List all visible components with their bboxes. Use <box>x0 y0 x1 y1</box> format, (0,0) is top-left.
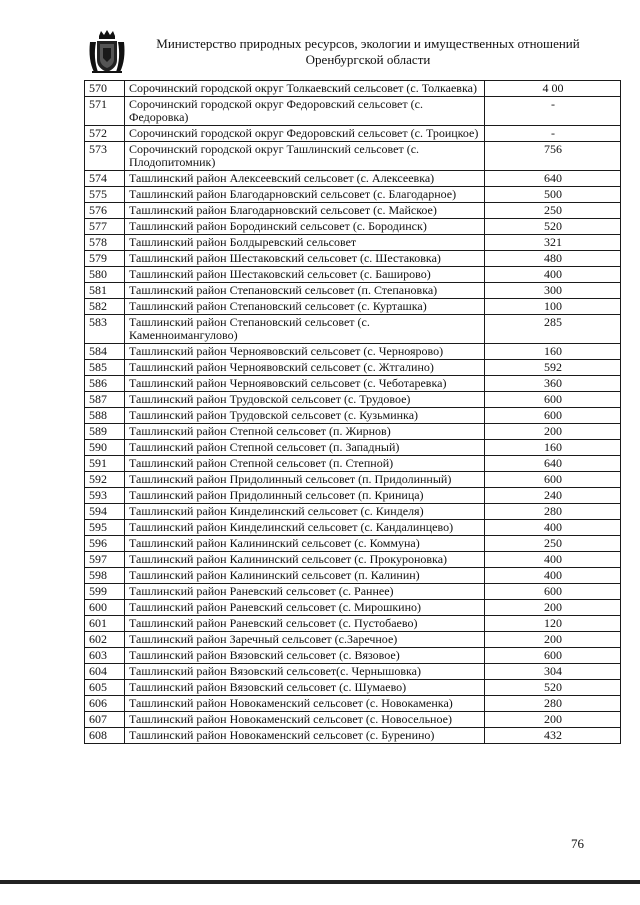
row-value: 200 <box>485 600 621 616</box>
row-name: Ташлинский район Трудовской сельсовет (с. Трудовое) <box>125 392 485 408</box>
table-row <box>85 728 621 744</box>
row-number: 595 <box>85 520 125 536</box>
row-value: 400 <box>485 568 621 584</box>
table-row <box>85 488 621 504</box>
settlements-table-container <box>84 80 596 744</box>
row-name: Ташлинский район Новокаменский сельсовет (с. Буренино) <box>125 728 485 744</box>
row-value: 304 <box>485 664 621 680</box>
row-number: 584 <box>85 344 125 360</box>
row-value: 600 <box>485 392 621 408</box>
row-name: Ташлинский район Кинделинский сельсовет (с. Кинделя) <box>125 504 485 520</box>
row-number: 590 <box>85 440 125 456</box>
row-number: 588 <box>85 408 125 424</box>
row-number: 573 <box>85 142 125 171</box>
row-number: 593 <box>85 488 125 504</box>
row-value: 600 <box>485 472 621 488</box>
row-value: 280 <box>485 696 621 712</box>
row-value: 200 <box>485 712 621 728</box>
row-number: 600 <box>85 600 125 616</box>
table-row <box>85 504 621 520</box>
row-number: 583 <box>85 315 125 344</box>
table-row <box>85 81 621 97</box>
row-name: Ташлинский район Благодарновский сельсовет (с. Благодарное) <box>125 187 485 203</box>
table-row <box>85 142 621 171</box>
ministry-title-line2: Оренбургской области <box>305 52 431 67</box>
row-number: 574 <box>85 171 125 187</box>
table-row <box>85 680 621 696</box>
row-name: Ташлинский район Придолинный сельсовет (п. Придолинный) <box>125 472 485 488</box>
ministry-title <box>128 36 608 68</box>
row-value: 240 <box>485 488 621 504</box>
row-number: 602 <box>85 632 125 648</box>
row-value: 120 <box>485 616 621 632</box>
table-row <box>85 552 621 568</box>
table-row <box>85 376 621 392</box>
table-row <box>85 344 621 360</box>
row-value: 100 <box>485 299 621 315</box>
row-name: Ташлинский район Шестаковский сельсовет (с. Баширово) <box>125 267 485 283</box>
row-number: 586 <box>85 376 125 392</box>
page-number: 76 <box>571 836 584 851</box>
table-row <box>85 440 621 456</box>
row-number: 579 <box>85 251 125 267</box>
row-number: 585 <box>85 360 125 376</box>
row-value: 200 <box>485 632 621 648</box>
row-number: 580 <box>85 267 125 283</box>
row-value: 600 <box>485 408 621 424</box>
row-value: 160 <box>485 440 621 456</box>
row-number: 597 <box>85 552 125 568</box>
table-row <box>85 392 621 408</box>
row-name: Ташлинский район Степной сельсовет (п. Жирнов) <box>125 424 485 440</box>
row-value: 160 <box>485 344 621 360</box>
coat-of-arms-icon <box>88 30 126 74</box>
row-number: 570 <box>85 81 125 97</box>
row-name: Ташлинский район Трудовской сельсовет (с. Кузьминка) <box>125 408 485 424</box>
table-row <box>85 520 621 536</box>
table-row <box>85 616 621 632</box>
row-value: 285 <box>485 315 621 344</box>
row-value: - <box>485 97 621 126</box>
row-number: 606 <box>85 696 125 712</box>
row-name: Сорочинский городской округ Федоровский сельсовет (с. Федоровка) <box>125 97 485 126</box>
row-number: 594 <box>85 504 125 520</box>
ministry-title-line1: Министерство природных ресурсов, экологии и имущественных отношений <box>156 36 580 51</box>
row-value: 250 <box>485 203 621 219</box>
table-row <box>85 456 621 472</box>
row-name: Ташлинский район Раневский сельсовет (с. Мирошкино) <box>125 600 485 616</box>
row-number: 591 <box>85 456 125 472</box>
table-row <box>85 584 621 600</box>
row-number: 599 <box>85 584 125 600</box>
row-number: 604 <box>85 664 125 680</box>
table-row <box>85 648 621 664</box>
row-number: 598 <box>85 568 125 584</box>
row-number: 592 <box>85 472 125 488</box>
row-number: 572 <box>85 126 125 142</box>
row-number: 601 <box>85 616 125 632</box>
row-value: 400 <box>485 267 621 283</box>
row-name: Ташлинский район Кинделинский сельсовет (с. Кандалинцево) <box>125 520 485 536</box>
table-row <box>85 360 621 376</box>
row-name: Ташлинский район Степановский сельсовет (с. Каменноимангулово) <box>125 315 485 344</box>
row-name: Ташлинский район Раневский сельсовет (с. Пустобаево) <box>125 616 485 632</box>
row-value: 600 <box>485 648 621 664</box>
table-row <box>85 568 621 584</box>
row-number: 578 <box>85 235 125 251</box>
table-row <box>85 97 621 126</box>
row-value: 432 <box>485 728 621 744</box>
settlements-table-body <box>85 81 621 744</box>
row-name: Ташлинский район Новокаменский сельсовет (с. Новокаменка) <box>125 696 485 712</box>
row-value: 321 <box>485 235 621 251</box>
row-number: 571 <box>85 97 125 126</box>
row-name: Ташлинский район Придолинный сельсовет (п. Криница) <box>125 488 485 504</box>
row-value: 480 <box>485 251 621 267</box>
table-row <box>85 251 621 267</box>
row-value: 4 00 <box>485 81 621 97</box>
row-value: 640 <box>485 171 621 187</box>
table-row <box>85 235 621 251</box>
row-number: 608 <box>85 728 125 744</box>
table-row <box>85 424 621 440</box>
row-number: 607 <box>85 712 125 728</box>
row-name: Ташлинский район Алексеевский сельсовет (с. Алексеевка) <box>125 171 485 187</box>
table-row <box>85 219 621 235</box>
settlements-table <box>84 80 621 744</box>
document-header <box>88 30 608 78</box>
table-row <box>85 283 621 299</box>
row-value: 250 <box>485 536 621 552</box>
row-name: Ташлинский район Раневский сельсовет (с. Раннее) <box>125 584 485 600</box>
row-value: - <box>485 126 621 142</box>
row-value: 520 <box>485 680 621 696</box>
row-number: 589 <box>85 424 125 440</box>
row-value: 400 <box>485 520 621 536</box>
row-name: Сорочинский городской округ Толкаевский сельсовет (с. Толкаевка) <box>125 81 485 97</box>
row-value: 200 <box>485 424 621 440</box>
table-row <box>85 408 621 424</box>
row-name: Ташлинский район Калининский сельсовет (с. Коммуна) <box>125 536 485 552</box>
row-name: Ташлинский район Калининский сельсовет (п. Калинин) <box>125 568 485 584</box>
row-number: 575 <box>85 187 125 203</box>
row-value: 300 <box>485 283 621 299</box>
table-row <box>85 315 621 344</box>
row-number: 577 <box>85 219 125 235</box>
row-number: 605 <box>85 680 125 696</box>
table-row <box>85 632 621 648</box>
table-row <box>85 696 621 712</box>
table-row <box>85 712 621 728</box>
row-name: Ташлинский район Новокаменский сельсовет (с. Новосельное) <box>125 712 485 728</box>
bottom-divider <box>0 880 640 884</box>
row-name: Ташлинский район Вязовский сельсовет (с. Шумаево) <box>125 680 485 696</box>
row-value: 520 <box>485 219 621 235</box>
table-row <box>85 171 621 187</box>
row-value: 360 <box>485 376 621 392</box>
row-number: 582 <box>85 299 125 315</box>
table-row <box>85 187 621 203</box>
row-name: Ташлинский район Заречный сельсовет (с.Заречное) <box>125 632 485 648</box>
row-name: Ташлинский район Степановский сельсовет (с. Курташка) <box>125 299 485 315</box>
row-name: Ташлинский район Благодарновский сельсовет (с. Майское) <box>125 203 485 219</box>
row-name: Ташлинский район Шестаковский сельсовет (с. Шестаковка) <box>125 251 485 267</box>
row-name: Сорочинский городской округ Федоровский сельсовет (с. Троицкое) <box>125 126 485 142</box>
table-row <box>85 299 621 315</box>
table-row <box>85 536 621 552</box>
row-name: Ташлинский район Калининский сельсовет (с. Прокуроновка) <box>125 552 485 568</box>
row-value: 640 <box>485 456 621 472</box>
row-number: 576 <box>85 203 125 219</box>
row-name: Ташлинский район Степной сельсовет (п. Западный) <box>125 440 485 456</box>
row-name: Ташлинский район Степной сельсовет (п. Степной) <box>125 456 485 472</box>
row-value: 400 <box>485 552 621 568</box>
row-value: 756 <box>485 142 621 171</box>
row-name: Сорочинский городской округ Ташлинский сельсовет (с. Плодопитомник) <box>125 142 485 171</box>
row-number: 596 <box>85 536 125 552</box>
row-name: Ташлинский район Болдыревский сельсовет <box>125 235 485 251</box>
table-row <box>85 126 621 142</box>
row-value: 280 <box>485 504 621 520</box>
row-number: 581 <box>85 283 125 299</box>
row-name: Ташлинский район Черноявовский сельсовет (с. Чеботаревка) <box>125 376 485 392</box>
row-name: Ташлинский район Черноявовский сельсовет (с. Жтгалино) <box>125 360 485 376</box>
row-number: 603 <box>85 648 125 664</box>
row-name: Ташлинский район Вязовский сельсовет(с. Чернышовка) <box>125 664 485 680</box>
row-value: 500 <box>485 187 621 203</box>
row-name: Ташлинский район Вязовский сельсовет (с. Вязовое) <box>125 648 485 664</box>
row-name: Ташлинский район Степановский сельсовет (п. Степановка) <box>125 283 485 299</box>
row-number: 587 <box>85 392 125 408</box>
row-value: 592 <box>485 360 621 376</box>
table-row <box>85 472 621 488</box>
table-row <box>85 203 621 219</box>
table-row <box>85 267 621 283</box>
row-value: 600 <box>485 584 621 600</box>
table-row <box>85 664 621 680</box>
table-row <box>85 600 621 616</box>
row-name: Ташлинский район Бородинский сельсовет (с. Бородинск) <box>125 219 485 235</box>
row-name: Ташлинский район Черноявовский сельсовет (с. Чернояpово) <box>125 344 485 360</box>
